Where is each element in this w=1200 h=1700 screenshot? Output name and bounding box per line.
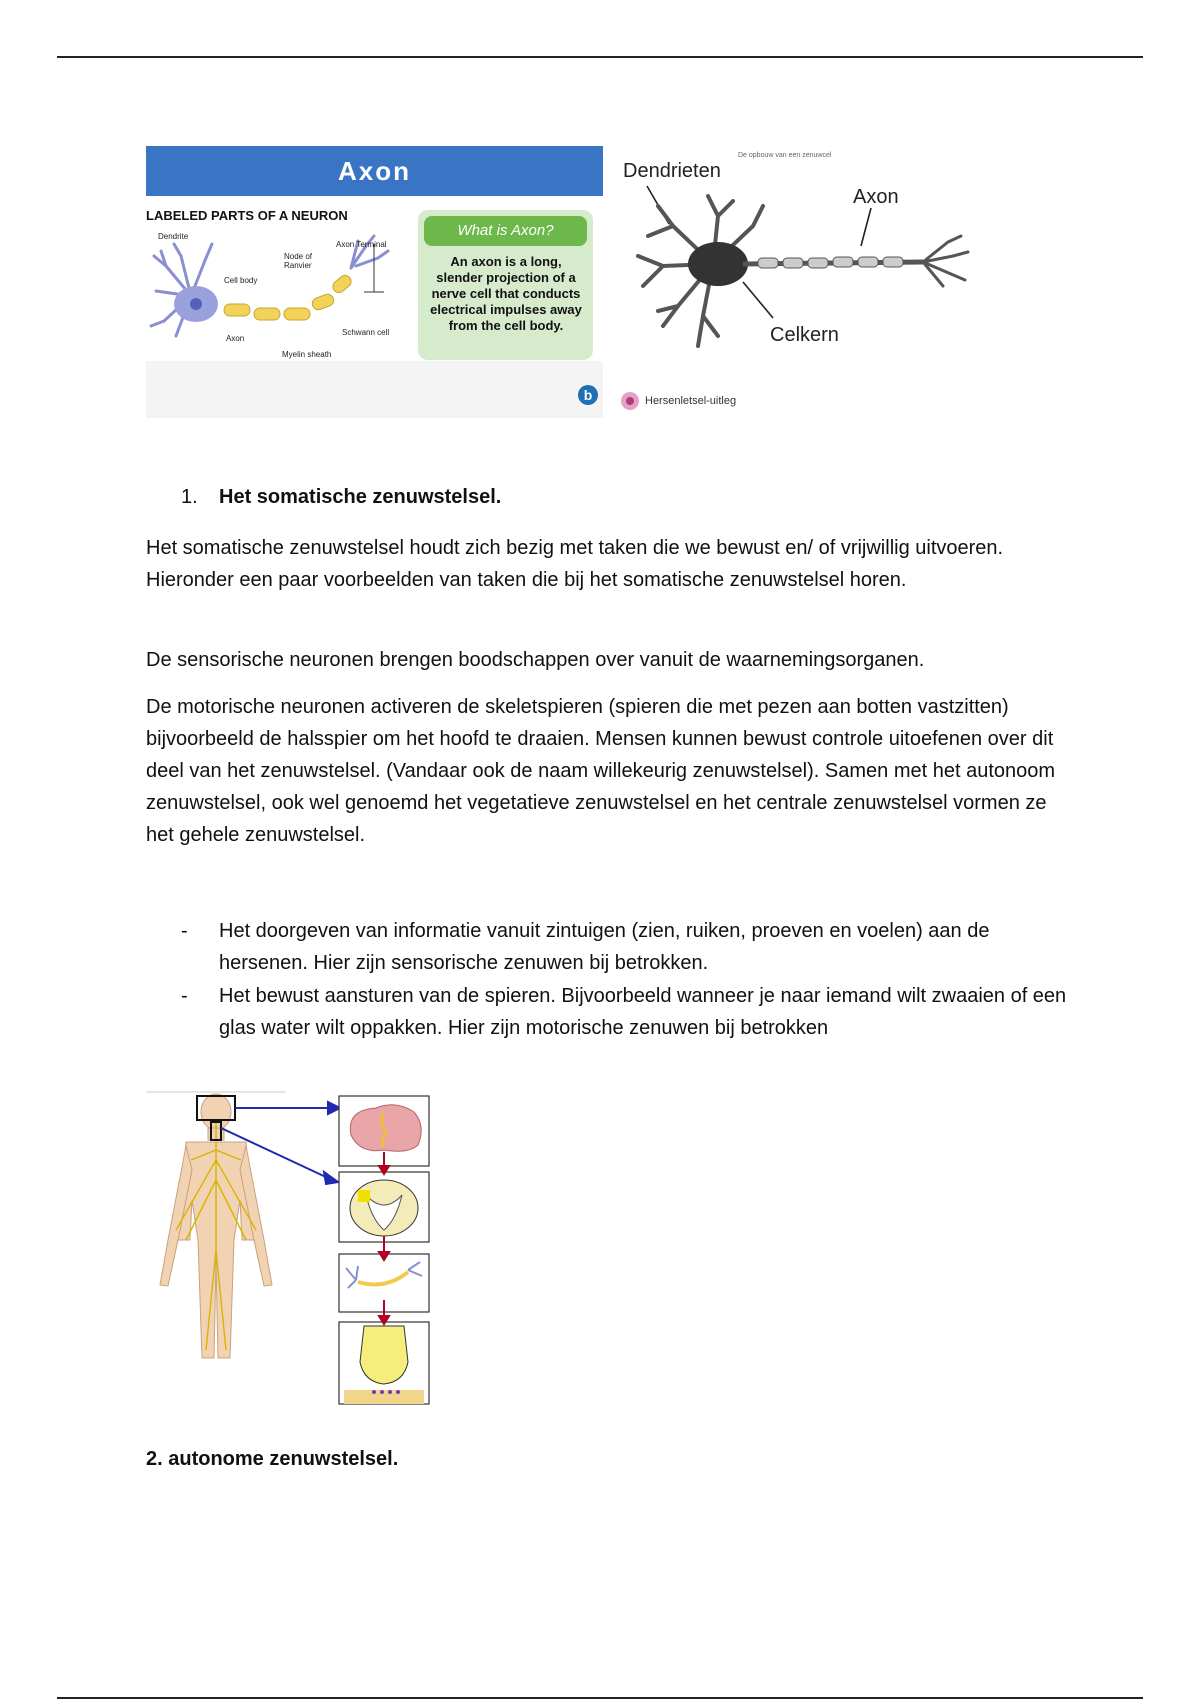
bullet-text: Het doorgeven van informatie vanuit zintuigen (zien, ruiken, proeven en voelen) aan de hersenen. Hier zijn sensorische zenuwen bij betrokken.: [219, 920, 990, 974]
label-celkern: Celkern: [770, 324, 839, 346]
neuron-caption: De opbouw van een zenuwcel: [738, 152, 832, 159]
what-is-axon-box: [418, 210, 593, 360]
label-axon: Axon: [226, 334, 245, 343]
paragraph-1: Het somatische zenuwstelsel houdt zich bezig met taken die we bewust en/ of vrijwillig uitvoeren. Hieronder een paar voorbeelden van taken die bij het somatische zenuwstelsel horen.: [146, 537, 1004, 591]
top-rule: [57, 56, 1143, 58]
label-myelin-sheath: Myelin sheath: [282, 350, 332, 359]
site-name: Hersenletsel-uitleg: [645, 395, 737, 407]
section-1-number: 1.: [181, 486, 198, 508]
label-schwann-cell: Schwann cell: [342, 328, 390, 337]
bullet-marker: -: [181, 985, 188, 1007]
label-axon-terminal: Axon Terminal: [336, 240, 387, 249]
paragraph-3: De motorische neuronen activeren de skeletspieren (spieren die met pezen aan botten vastzitten) bijvoorbeeld de halsspier om het hoofd te draaien. Mensen kunnen bewust controle uitoefenen over dit deel van het zenuwstelsel. (Vandaar ook de naam willekeurig zenuwstelsel). Samen met het autonoom zenuwstelsel, ook wel genoemd het vegetatieve zenuwstelsel en het centrale zenuwstelsel vormen ze het gehele zenuwstelsel.: [146, 696, 1056, 846]
neuron-sketch: [603, 146, 975, 418]
axon-body: [146, 196, 603, 361]
label-dendrieten: Dendrieten: [623, 160, 721, 182]
axon-header: Axon: [146, 146, 603, 196]
brain-flower-icon: [621, 392, 639, 410]
paragraph-2: De sensorische neuronen brengen boodschappen over vanuit de waarnemingsorganen.: [146, 649, 925, 671]
axon-footer: [146, 361, 603, 418]
parts-title: LABELED PARTS OF A NEURON: [146, 208, 348, 223]
section-1-title: Het somatische zenuwstelsel.: [219, 486, 502, 508]
nervous-system-diagram: [146, 1090, 436, 1415]
label-node-of-ranvier: Node of Ranvier: [284, 252, 313, 270]
label-cell-body: Cell body: [224, 276, 258, 285]
axon-infographic: [146, 146, 603, 418]
label-dendrite: Dendrite: [158, 232, 189, 241]
bullet-marker: -: [181, 920, 188, 942]
brand-b-icon: b: [578, 385, 598, 405]
section-1-heading: [181, 486, 501, 509]
what-is-axon-text: An axon is a long, slender projection of a nerve cell that conducts electrical impulses away from the cell body.: [430, 254, 582, 333]
body-with-nerves-illustration: [146, 1090, 436, 1415]
section-2-heading: 2. autonome zenuwstelsel.: [146, 1448, 399, 1470]
what-is-axon-title: What is Axon?: [424, 216, 587, 246]
neuron-drawing: [603, 146, 975, 418]
bottom-rule: [57, 1697, 1143, 1699]
label-axon-nl: Axon: [853, 186, 899, 208]
bullet-text: Het bewust aansturen van de spieren. Bijvoorbeeld wanneer je naar iemand wilt zwaaien of een glas water wilt oppakken. Hier zijn motorische zenuwen bij betrokken: [219, 985, 1067, 1039]
